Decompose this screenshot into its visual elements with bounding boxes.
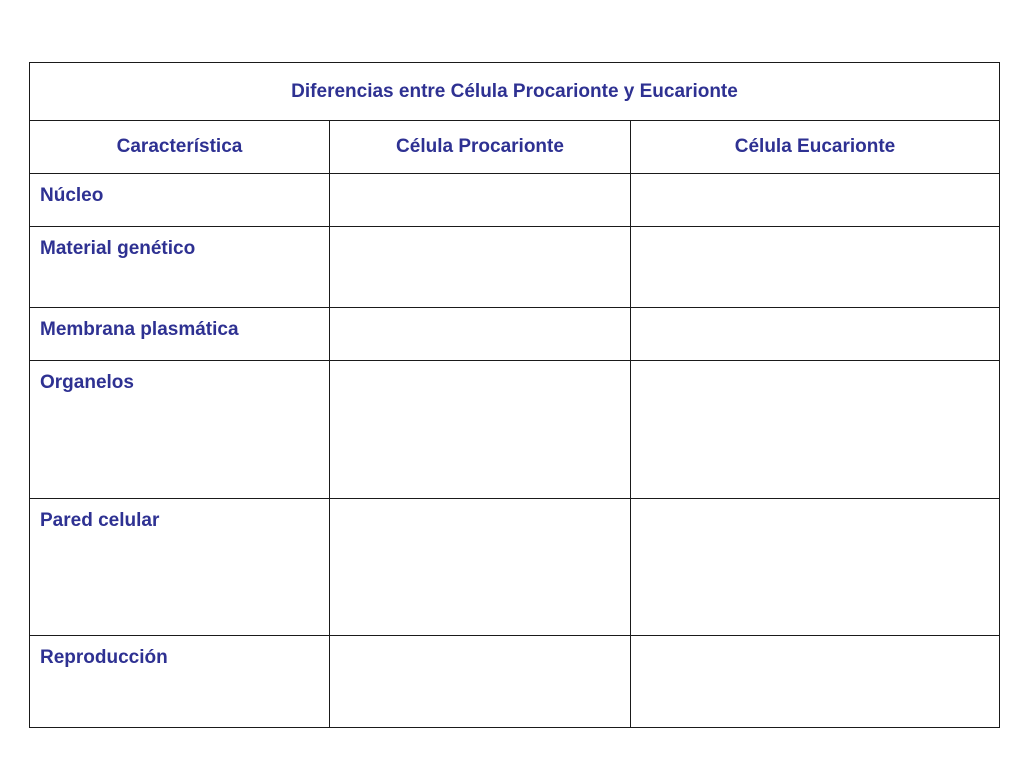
cell-eukaryote[interactable] — [631, 499, 1000, 636]
row-label-organelos: Organelos — [30, 361, 330, 499]
cell-eukaryote[interactable] — [631, 227, 1000, 308]
table-row — [30, 361, 1000, 499]
row-label-reproduccion: Reproducción — [30, 636, 330, 728]
row-label-pared-celular: Pared celular — [30, 499, 330, 636]
cell-eukaryote[interactable] — [631, 361, 1000, 499]
header-characteristic: Característica — [30, 121, 330, 174]
table-row — [30, 636, 1000, 728]
table-row — [30, 308, 1000, 361]
row-label-nucleo: Núcleo — [30, 174, 330, 227]
title-row — [30, 63, 1000, 121]
cell-eukaryote[interactable] — [631, 308, 1000, 361]
table-row — [30, 499, 1000, 636]
cell-prokaryote[interactable] — [330, 499, 631, 636]
row-label-membrana-plasmatica: Membrana plasmática — [30, 308, 330, 361]
header-prokaryote: Célula Procarionte — [330, 121, 631, 174]
cell-prokaryote[interactable] — [330, 174, 631, 227]
cell-prokaryote[interactable] — [330, 636, 631, 728]
table-row — [30, 174, 1000, 227]
header-row — [30, 121, 1000, 174]
cell-eukaryote[interactable] — [631, 174, 1000, 227]
cell-prokaryote[interactable] — [330, 361, 631, 499]
header-eukaryote: Célula Eucarionte — [631, 121, 1000, 174]
table-row — [30, 227, 1000, 308]
cell-prokaryote[interactable] — [330, 227, 631, 308]
table-title: Diferencias entre Célula Procarionte y Eucarionte — [30, 63, 1000, 121]
cell-prokaryote[interactable] — [330, 308, 631, 361]
row-label-material-genetico: Material genético — [30, 227, 330, 308]
comparison-table — [29, 62, 1000, 728]
comparison-sheet — [29, 62, 999, 729]
cell-eukaryote[interactable] — [631, 636, 1000, 728]
